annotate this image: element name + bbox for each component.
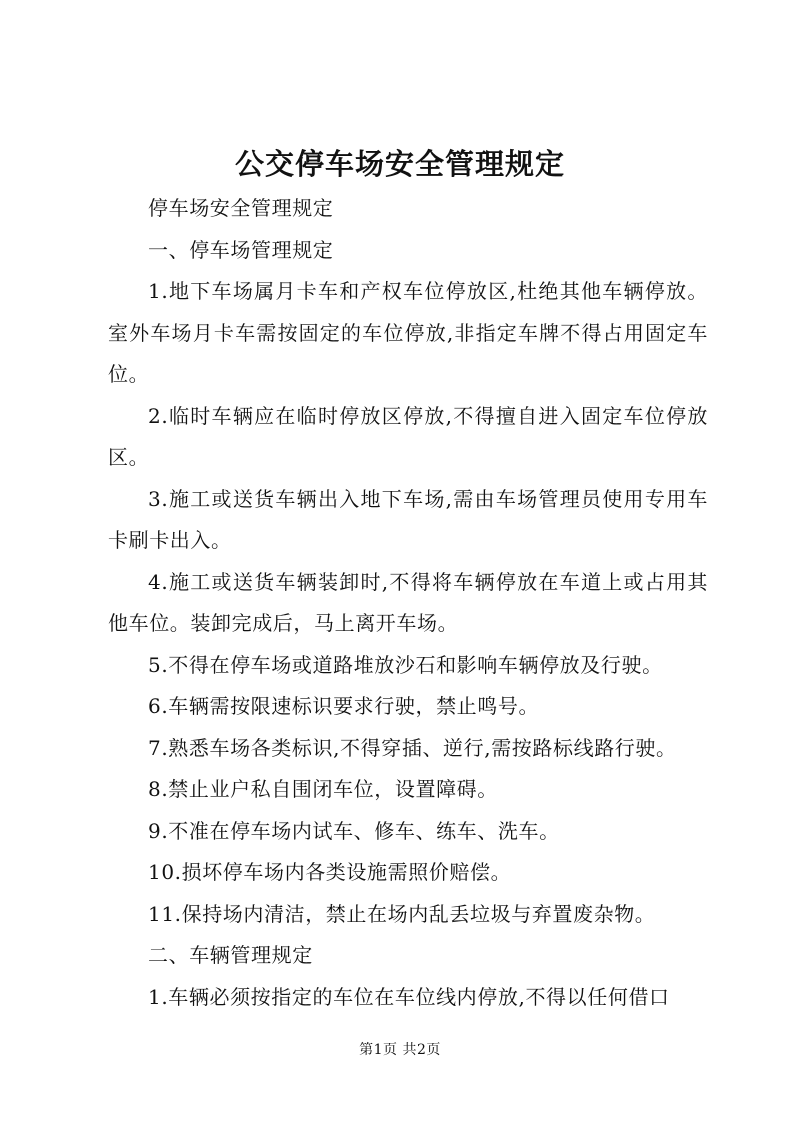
paragraph-vehicle-rule-1: 1.车辆必须按指定的车位在车位线内停放,不得以任何借口 [148, 984, 670, 1009]
paragraph-rule-11: 11.保持场内清洁，禁止在场内乱丢垃圾与弃置废杂物。 [148, 901, 656, 926]
paragraph-rule-6: 6.车辆需按限速标识要求行驶，禁止鸣号。 [148, 694, 540, 718]
section-heading-vehicle-rules: 二、车辆管理规定 [148, 943, 313, 967]
section-heading-parking-rules: 一、停车场管理规定 [148, 237, 334, 262]
paragraph-rule-10: 10.损坏停车场内各类设施需照价赔偿。 [148, 860, 512, 884]
paragraph-rule-3: 3.施工或送货车辆出入地下车场,需由车场管理员使用专用车卡刷卡出入。 [108, 486, 708, 552]
paragraph-rule-2: 2.临时车辆应在临时停放区停放,不得擅自进入固定车位停放区。 [108, 403, 708, 469]
paragraph-subtitle: 停车场安全管理规定 [148, 196, 334, 220]
paragraph-rule-8: 8.禁止业户私自围闭车位，设置障碍。 [148, 777, 498, 801]
paragraph-rule-1: 1.地下车场属月卡车和产权车位停放区,杜绝其他车辆停放。室外车场月卡车需按固定的车位停放,非指定车牌不得占用固定车位。 [108, 279, 708, 386]
paragraph-rule-7: 7.熟悉车场各类标识,不得穿插、逆行,需按路标线路行驶。 [148, 735, 677, 760]
page-title: 公交停车场安全管理规定 [234, 147, 565, 181]
paragraph-rule-5: 5.不得在停车场或道路堆放沙石和影响车辆停放及行驶。 [148, 652, 663, 677]
document-body [108, 188, 708, 1018]
paragraph-rule-9: 9.不准在停车场内试车、修车、练车、洗车。 [148, 818, 560, 843]
paragraph-rule-4: 4.施工或送货车辆装卸时,不得将车辆停放在车道上或占用其他车位。装卸完成后，马上离开车场。 [108, 569, 708, 635]
page-footer: 第1页 共2页 [359, 1042, 441, 1058]
